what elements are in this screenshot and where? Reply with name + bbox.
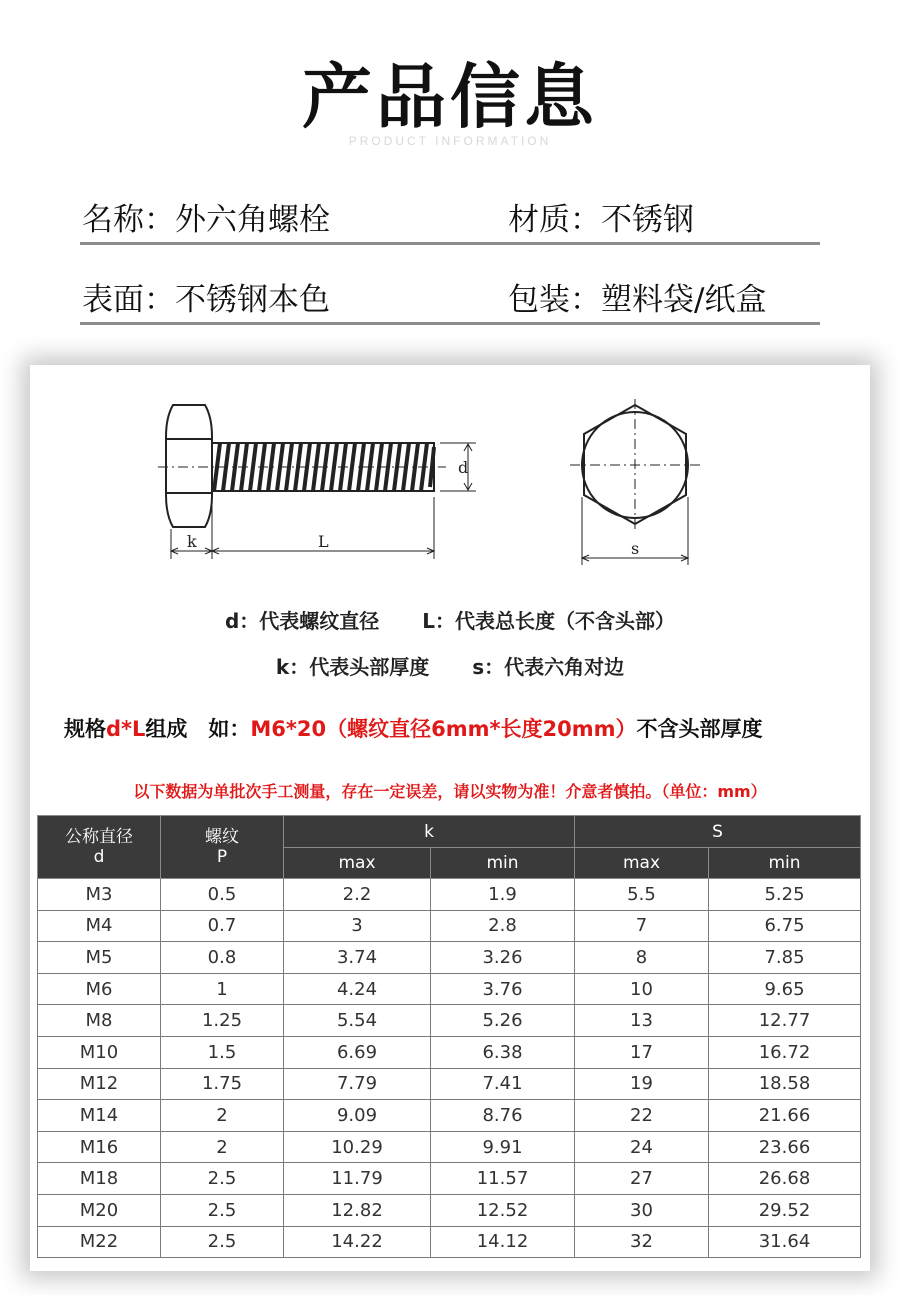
cell-k-max: 10.29 <box>284 1131 431 1163</box>
product-package: 包装：塑料袋/纸盒 <box>508 282 767 318</box>
cell-k-max: 14.22 <box>284 1226 431 1258</box>
table-row <box>38 910 861 942</box>
cell-s-min: 6.75 <box>709 910 861 942</box>
cell-s-min: 5.25 <box>709 879 861 911</box>
cell-d: M10 <box>38 1036 161 1068</box>
cell-k-max: 12.82 <box>284 1194 431 1226</box>
legend-d: d：代表螺纹直径 <box>224 609 380 633</box>
cell-k-min: 6.38 <box>431 1036 575 1068</box>
cell-s-min: 21.66 <box>709 1100 861 1132</box>
cell-s-max: 17 <box>575 1036 709 1068</box>
header-s-max: max <box>575 848 709 879</box>
cell-k-min: 9.91 <box>431 1131 575 1163</box>
cell-s-max: 30 <box>575 1194 709 1226</box>
cell-s-max: 27 <box>575 1163 709 1195</box>
spec-middle: 组成 如： <box>145 717 251 741</box>
spec-formula: d*L <box>106 717 146 741</box>
cell-d: M20 <box>38 1194 161 1226</box>
cell-s-max: 19 <box>575 1068 709 1100</box>
cell-k-min: 12.52 <box>431 1194 575 1226</box>
cell-p: 1 <box>161 973 284 1005</box>
cell-p: 1.5 <box>161 1036 284 1068</box>
cell-p: 2 <box>161 1131 284 1163</box>
product-name: 名称：外六角螺栓 <box>82 202 330 238</box>
header-s: S <box>575 816 861 848</box>
cell-s-min: 31.64 <box>709 1226 861 1258</box>
measurement-note: 以下数据为单批次手工测量，存在一定误差，请以实物为准！介意者慎拍。（单位：mm） <box>133 782 767 801</box>
header-s-min: min <box>709 848 861 879</box>
cell-s-max: 13 <box>575 1005 709 1037</box>
spec-suffix: 不含头部厚度 <box>636 717 763 741</box>
cell-s-max: 24 <box>575 1131 709 1163</box>
legend-s: s：代表六角对边 <box>472 655 625 679</box>
table-row <box>38 1100 861 1132</box>
cell-s-min: 16.72 <box>709 1036 861 1068</box>
table-row <box>38 1005 861 1037</box>
cell-k-min: 3.76 <box>431 973 575 1005</box>
cell-d: M18 <box>38 1163 161 1195</box>
cell-k-max: 5.54 <box>284 1005 431 1037</box>
spec-card <box>30 365 870 1271</box>
cell-d: M22 <box>38 1226 161 1258</box>
bolt-side-view <box>158 405 476 559</box>
cell-p: 1.75 <box>161 1068 284 1100</box>
cell-k-min: 2.8 <box>431 910 575 942</box>
cell-p: 2.5 <box>161 1163 284 1195</box>
cell-s-min: 26.68 <box>709 1163 861 1195</box>
cell-k-max: 2.2 <box>284 879 431 911</box>
cell-p: 0.7 <box>161 910 284 942</box>
cell-p: 0.5 <box>161 879 284 911</box>
cell-p: 2.5 <box>161 1226 284 1258</box>
header-thread-pitch <box>161 816 284 879</box>
cell-d: M12 <box>38 1068 161 1100</box>
header-k-max: max <box>284 848 431 879</box>
cell-k-max: 7.79 <box>284 1068 431 1100</box>
cell-s-min: 12.77 <box>709 1005 861 1037</box>
table-row <box>38 879 861 911</box>
cell-s-max: 8 <box>575 942 709 974</box>
bolt-diagram <box>30 365 870 585</box>
cell-s-min: 9.65 <box>709 973 861 1005</box>
page-title: 产品信息 <box>302 56 598 138</box>
cell-k-min: 3.26 <box>431 942 575 974</box>
legend-line-1 <box>30 605 870 634</box>
label-k: k <box>187 532 197 551</box>
cell-s-max: 32 <box>575 1226 709 1258</box>
spec-table <box>37 815 861 1258</box>
header-k: k <box>284 816 575 848</box>
cell-d: M14 <box>38 1100 161 1132</box>
cell-p: 1.25 <box>161 1005 284 1037</box>
legend-k: k：代表头部厚度 <box>275 655 430 679</box>
spec-format-line <box>64 713 762 743</box>
spec-prefix: 规格 <box>64 717 106 741</box>
table-row <box>38 1194 861 1226</box>
table-row <box>38 1036 861 1068</box>
cell-k-max: 4.24 <box>284 973 431 1005</box>
table-row <box>38 942 861 974</box>
cell-k-min: 14.12 <box>431 1226 575 1258</box>
cell-s-max: 22 <box>575 1100 709 1132</box>
header-d-symbol: d <box>93 847 105 867</box>
cell-d: M16 <box>38 1131 161 1163</box>
header-p-symbol: P <box>216 847 228 867</box>
cell-k-min: 5.26 <box>431 1005 575 1037</box>
cell-d: M6 <box>38 973 161 1005</box>
cell-d: M3 <box>38 879 161 911</box>
cell-s-min: 23.66 <box>709 1131 861 1163</box>
cell-p: 0.8 <box>161 942 284 974</box>
label-s: s <box>631 539 640 558</box>
cell-d: M5 <box>38 942 161 974</box>
table-row <box>38 1226 861 1258</box>
cell-k-max: 3.74 <box>284 942 431 974</box>
cell-k-min: 1.9 <box>431 879 575 911</box>
table-row <box>38 1163 861 1195</box>
cell-p: 2 <box>161 1100 284 1132</box>
cell-d: M8 <box>38 1005 161 1037</box>
info-row-name-material <box>80 182 820 245</box>
spec-example: M6*20（螺纹直径6mm*长度20mm） <box>250 717 637 741</box>
product-surface: 表面：不锈钢本色 <box>82 282 330 318</box>
cell-s-min: 29.52 <box>709 1194 861 1226</box>
cell-s-min: 7.85 <box>709 942 861 974</box>
cell-k-max: 6.69 <box>284 1036 431 1068</box>
cell-s-max: 10 <box>575 973 709 1005</box>
info-row-surface-package <box>80 262 820 325</box>
legend-L: L：代表总长度（不含头部） <box>422 609 676 633</box>
table-row <box>38 973 861 1005</box>
label-d: d <box>458 458 469 477</box>
legend-line-2 <box>30 651 870 680</box>
label-L: L <box>318 532 329 551</box>
table-row <box>38 1131 861 1163</box>
cell-k-min: 8.76 <box>431 1100 575 1132</box>
product-material: 材质：不锈钢 <box>508 202 694 238</box>
cell-s-max: 7 <box>575 910 709 942</box>
cell-p: 2.5 <box>161 1194 284 1226</box>
header-nominal-diameter <box>38 816 161 879</box>
cell-d: M4 <box>38 910 161 942</box>
header-p-label: 螺纹 <box>205 827 239 847</box>
header-k-min: min <box>431 848 575 879</box>
table-row <box>38 1068 861 1100</box>
cell-k-max: 11.79 <box>284 1163 431 1195</box>
cell-k-min: 11.57 <box>431 1163 575 1195</box>
page-subtitle: PRODUCT INFORMATION <box>348 134 552 148</box>
cell-k-max: 9.09 <box>284 1100 431 1132</box>
header-d-label: 公称直径 <box>65 827 133 847</box>
cell-s-min: 18.58 <box>709 1068 861 1100</box>
cell-k-max: 3 <box>284 910 431 942</box>
cell-s-max: 5.5 <box>575 879 709 911</box>
cell-k-min: 7.41 <box>431 1068 575 1100</box>
